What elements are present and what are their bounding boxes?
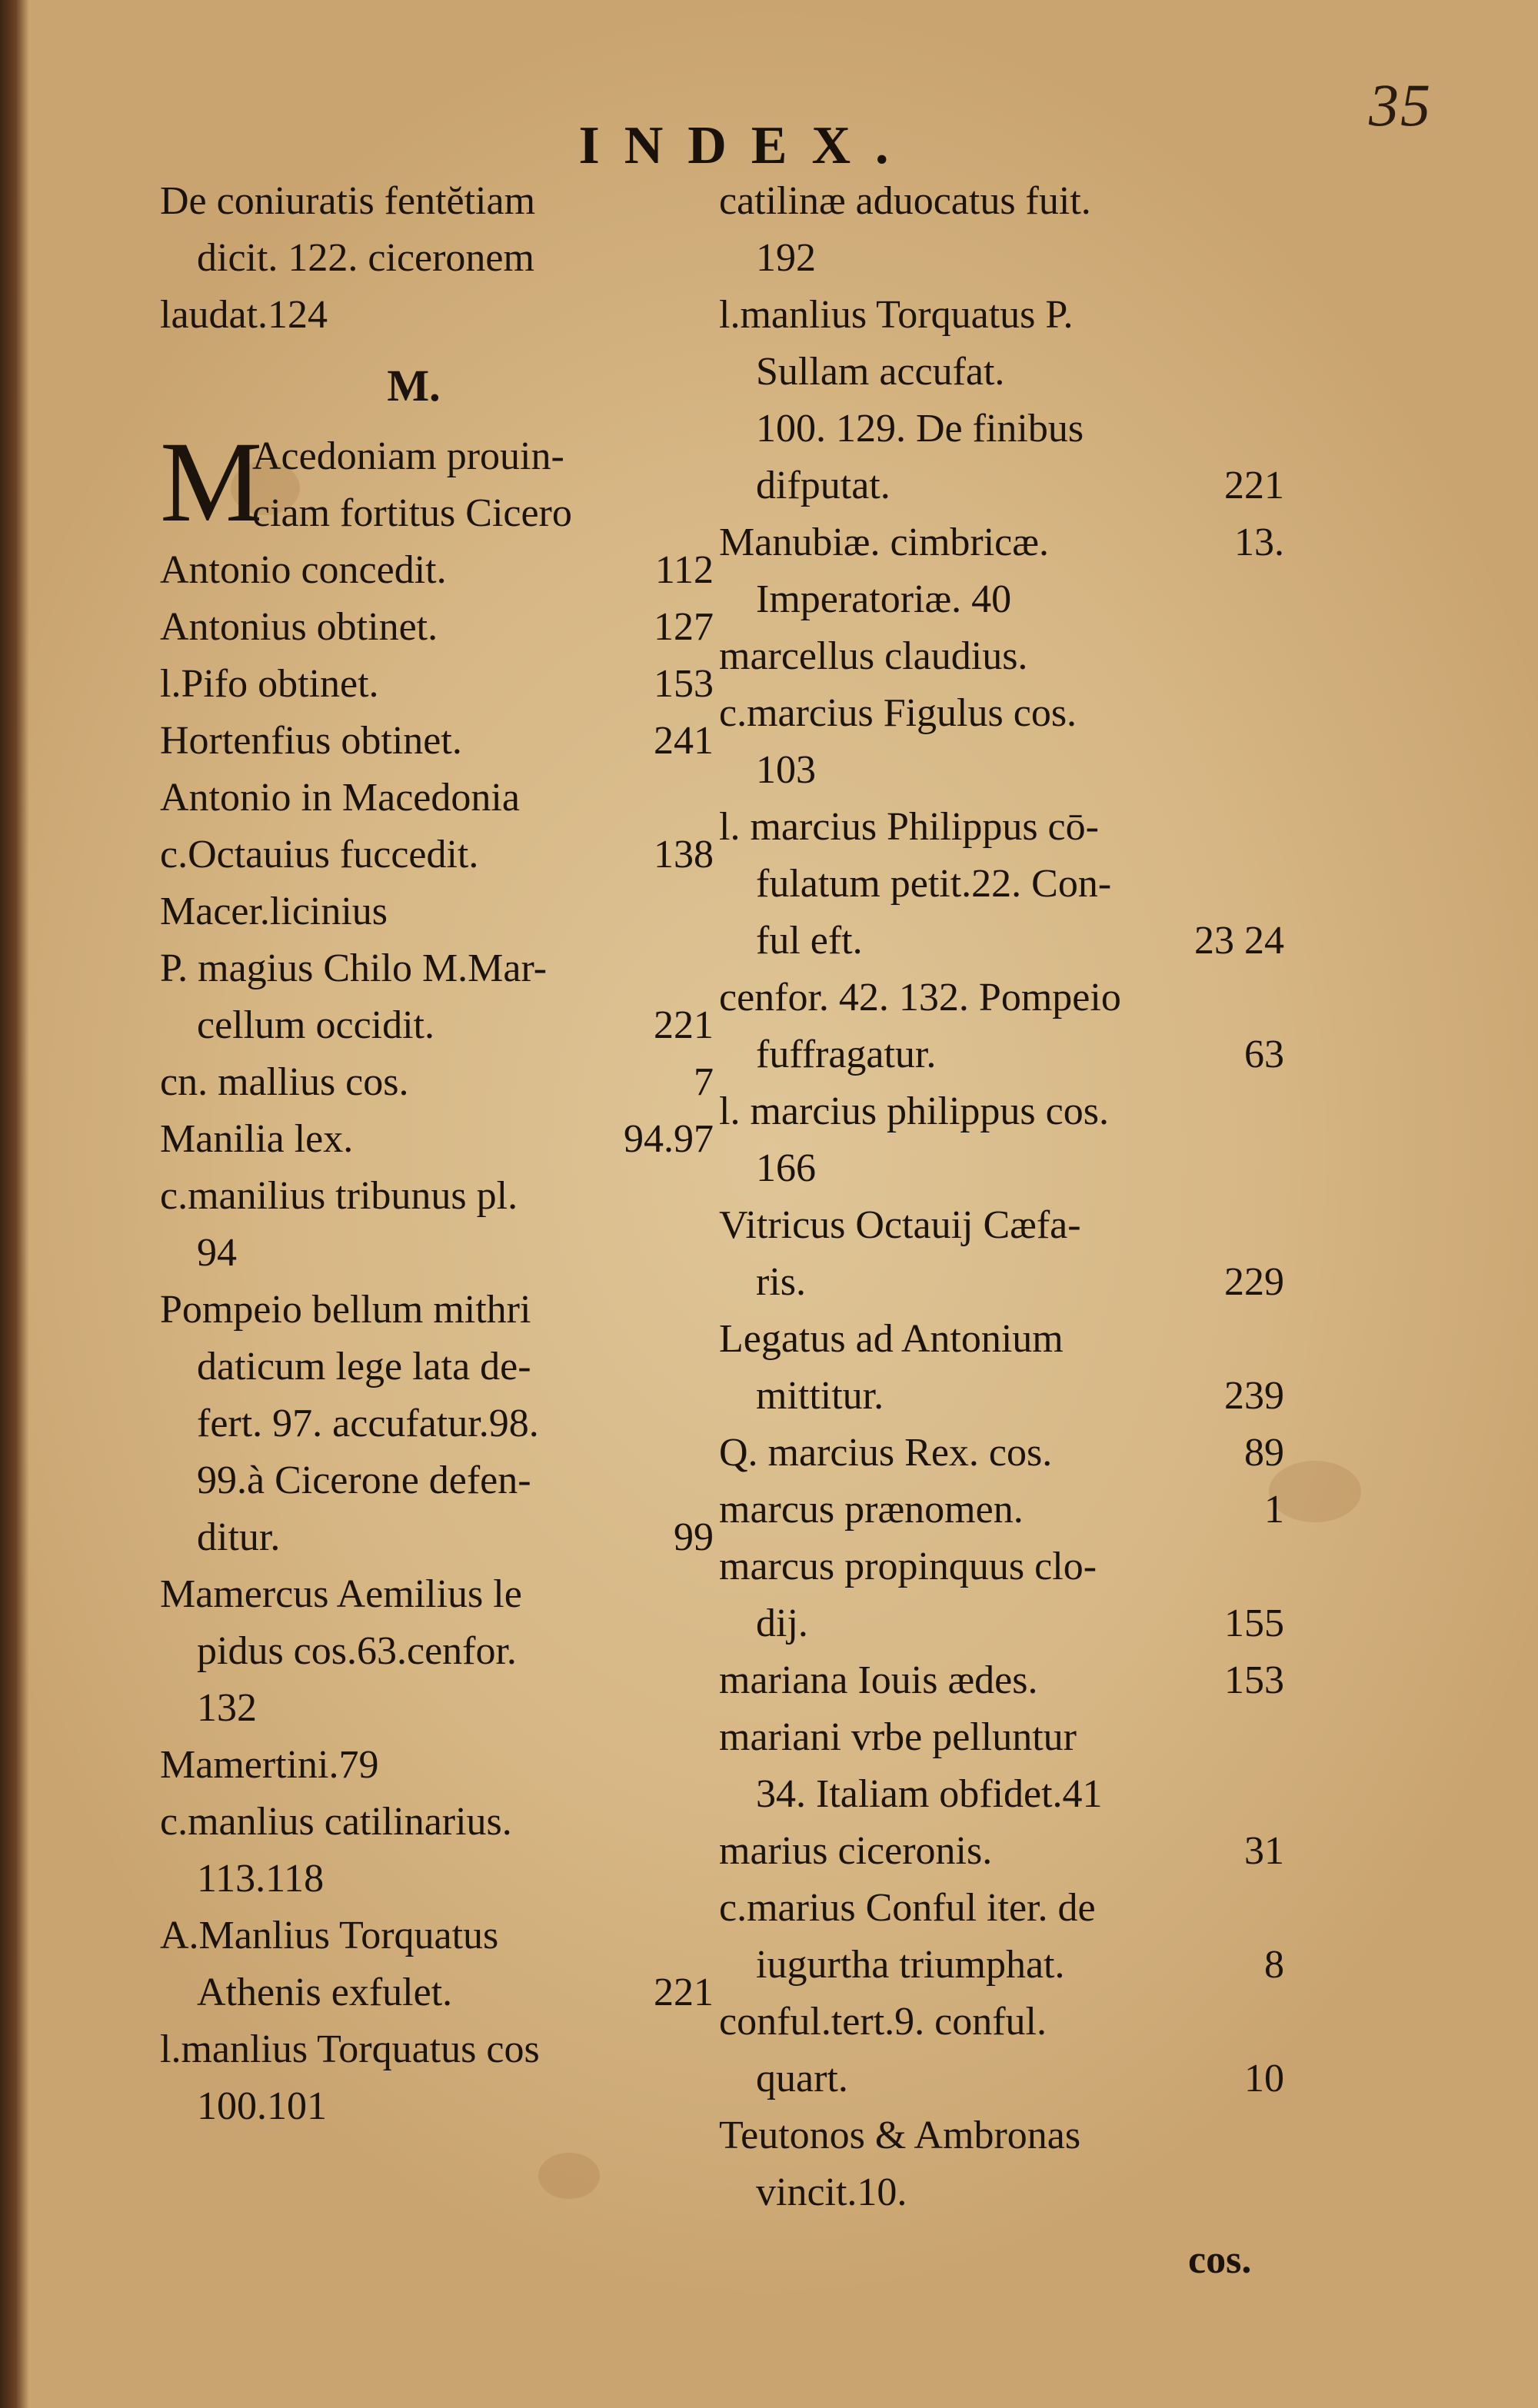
index-entry <box>719 2050 1284 2107</box>
entry-text: 113.118 <box>197 1857 325 1901</box>
entry-text: iugurtha triumphat. <box>756 1943 1065 1987</box>
index-entry <box>160 287 714 344</box>
index-entry <box>719 799 1284 856</box>
drop-cap-entry <box>160 418 714 546</box>
index-entry <box>160 1964 714 2021</box>
entry-page-number: 13. <box>1234 521 1284 564</box>
entry-page-number: 153 <box>654 662 714 706</box>
entry-text: Q. marcius Rex. cos. <box>719 1431 1053 1475</box>
entry-text: l. marcius philippus cos. <box>719 1089 1109 1133</box>
entry-text: Sullam accufat. <box>756 350 1005 394</box>
entry-page-number: 7 <box>694 1060 714 1104</box>
left-entries <box>160 542 714 2135</box>
index-entry <box>160 1907 714 1964</box>
left-top-entries <box>160 173 714 344</box>
entry-text: l. marcius Philippus cō- <box>719 805 1099 849</box>
entry-text: l.manlius Torquatus cos <box>160 2027 540 2071</box>
index-entry <box>160 1566 714 1623</box>
entry-text: c.marcius Figulus cos. <box>719 691 1077 735</box>
index-entry <box>719 173 1284 230</box>
index-entry <box>160 230 714 287</box>
entry-page-number: 23 24 <box>1194 919 1284 963</box>
entry-text: Antonius obtinet. <box>160 605 438 649</box>
entry-text: fulatum petit.22. Con- <box>756 862 1112 906</box>
index-entry <box>160 1168 714 1225</box>
index-entry <box>719 230 1284 287</box>
entry-page-number: 241 <box>654 719 714 763</box>
entry-text: Teutonos & Ambronas <box>719 2114 1081 2157</box>
entry-page-number: 8 <box>1264 1943 1284 1987</box>
index-entry <box>160 883 714 940</box>
entry-text: marcellus claudius. <box>719 634 1028 678</box>
index-entry <box>160 173 714 230</box>
entry-text: 100.101 <box>197 2084 327 2128</box>
index-entry <box>719 913 1284 970</box>
index-entry <box>719 1254 1284 1311</box>
index-entry <box>719 742 1284 799</box>
index-entry <box>719 571 1284 628</box>
entry-text: De coniuratis fentĕtiam <box>160 179 536 223</box>
entry-page-number: 63 <box>1244 1033 1284 1076</box>
index-entry <box>719 1368 1284 1425</box>
entry-page-number: 153 <box>1224 1658 1284 1702</box>
entry-text: Athenis exfulet. <box>197 1971 453 2014</box>
entry-text: ful eft. <box>756 919 863 963</box>
index-entry <box>160 542 714 599</box>
index-entry <box>160 1111 714 1168</box>
entry-text: c.marius Conful iter. de <box>719 1886 1096 1930</box>
index-entry <box>719 287 1284 344</box>
entry-text: difputat. <box>756 464 891 507</box>
index-entry <box>719 1197 1284 1254</box>
entry-text: c.manlius catilinarius. <box>160 1800 512 1844</box>
entry-text: Antonio in Macedonia <box>160 776 520 820</box>
index-entry <box>160 1794 714 1851</box>
index-entry <box>160 1680 714 1737</box>
index-entry <box>719 1026 1284 1083</box>
entry-text: quart. <box>756 2057 848 2100</box>
entry-page-number: 1 <box>1264 1488 1284 1532</box>
entry-page-number: 221 <box>1224 464 1284 507</box>
index-entry <box>719 1880 1284 1937</box>
foxing-spot <box>538 2153 600 2199</box>
entry-text: 99.à Cicerone defen- <box>197 1458 531 1502</box>
entry-page-number: 138 <box>654 833 714 876</box>
entry-text: ris. <box>756 1260 806 1304</box>
drop-line: ciam fortitus Cicero <box>252 491 572 535</box>
entry-page-number: 229 <box>1224 1260 1284 1304</box>
folio-number: 35 <box>1369 72 1432 138</box>
entry-text: Vitricus Octauij Cæfa- <box>719 1203 1081 1247</box>
index-entry <box>160 2021 714 2078</box>
book-spine-shadow <box>0 0 29 2408</box>
index-entry <box>719 1766 1284 1823</box>
entry-text: 132 <box>197 1686 257 1730</box>
index-entry <box>160 2078 714 2135</box>
index-entry <box>160 1509 714 1566</box>
entry-page-number: 221 <box>654 1003 714 1047</box>
entry-page-number: 155 <box>1224 1601 1284 1645</box>
index-entry <box>719 1937 1284 1994</box>
index-entry <box>160 997 714 1054</box>
entry-text: 192 <box>756 236 816 280</box>
index-entry <box>719 970 1284 1026</box>
entry-page-number: 94.97 <box>624 1117 714 1161</box>
index-entry <box>160 1282 714 1339</box>
entry-text: Antonio concedit. <box>160 548 447 592</box>
index-entry <box>719 401 1284 457</box>
index-entry <box>719 856 1284 913</box>
index-entry <box>160 940 714 997</box>
entry-text: catilinæ aduocatus fuit. <box>719 179 1091 223</box>
entry-text: A.Manlius Torquatus <box>160 1914 499 1957</box>
page-header: INDEX. <box>578 116 914 175</box>
entry-text: Pompeio bellum mithri <box>160 1288 531 1332</box>
entry-page-number: 99 <box>674 1515 714 1559</box>
index-entry <box>719 1994 1284 2050</box>
right-column <box>719 173 1284 2221</box>
entry-text: cn. mallius cos. <box>160 1060 409 1104</box>
entry-text: Mamertini.79 <box>160 1743 379 1787</box>
index-entry <box>160 656 714 713</box>
entry-text: laudat.124 <box>160 293 328 337</box>
entry-text: Hortenfius obtinet. <box>160 719 462 763</box>
index-entry <box>719 1709 1284 1766</box>
entry-text: cellum occidit. <box>197 1003 435 1047</box>
entry-text: Manubiæ. cimbricæ. <box>719 521 1049 564</box>
entry-text: marcus propinquus clo- <box>719 1545 1097 1588</box>
index-entry <box>719 2164 1284 2221</box>
entry-text: c.manilius tribunus pl. <box>160 1174 518 1218</box>
index-entry <box>719 1652 1284 1709</box>
entry-text: 103 <box>756 748 816 792</box>
entry-text: l.Pifo obtinet. <box>160 662 379 706</box>
entry-text: Mamercus Aemilius le <box>160 1572 522 1616</box>
entry-text: fert. 97. accufatur.98. <box>197 1402 539 1445</box>
entry-text: 34. Italiam obfidet.41 <box>756 1772 1103 1816</box>
section-letter: M. <box>387 361 441 411</box>
entry-page-number: 221 <box>654 1971 714 2014</box>
entry-text: c.Octauius fuccedit. <box>160 833 479 876</box>
entry-text: 166 <box>756 1146 816 1190</box>
index-entry <box>719 685 1284 742</box>
entry-text: marcus prænomen. <box>719 1488 1024 1532</box>
entry-page-number: 31 <box>1244 1829 1284 1873</box>
index-entry <box>160 770 714 827</box>
index-entry <box>719 1083 1284 1140</box>
entry-text: ditur. <box>197 1515 281 1559</box>
entry-text: daticum lege lata de- <box>197 1345 531 1389</box>
entry-text: mariani vrbe pelluntur <box>719 1715 1077 1759</box>
entry-text: dij. <box>756 1601 808 1645</box>
entry-text: pidus cos.63.cenfor. <box>197 1629 517 1673</box>
index-entry <box>160 1339 714 1395</box>
drop-line: Acedoniam prouin- <box>252 434 564 478</box>
entry-text: Macer.licinius <box>160 890 388 933</box>
entry-text: Imperatoriæ. 40 <box>756 577 1012 621</box>
entry-text: l.manlius Torquatus P. <box>719 293 1074 337</box>
entry-text: conful.tert.9. conful. <box>719 2000 1047 2044</box>
index-entry <box>160 1737 714 1794</box>
entry-text: fuffragatur. <box>756 1033 937 1076</box>
index-entry <box>719 1140 1284 1197</box>
entry-text: 94 <box>197 1231 237 1275</box>
right-entries <box>719 173 1284 2221</box>
index-entry <box>719 514 1284 571</box>
index-entry <box>160 1623 714 1680</box>
entry-page-number: 112 <box>654 548 714 592</box>
entry-text: mariana Iouis ædes. <box>719 1658 1038 1702</box>
index-entry <box>160 1225 714 1282</box>
index-entry <box>719 1425 1284 1482</box>
left-column <box>160 173 714 2135</box>
index-entry <box>160 713 714 770</box>
entry-text: marius ciceronis. <box>719 1829 993 1873</box>
index-entry <box>719 628 1284 685</box>
entry-text: dicit. 122. ciceronem <box>197 236 534 280</box>
index-entry <box>719 344 1284 401</box>
index-entry <box>719 457 1284 514</box>
index-entry <box>160 827 714 883</box>
entry-text: cenfor. 42. 132. Pompeio <box>719 976 1121 1019</box>
entry-text: mittitur. <box>756 1374 884 1418</box>
entry-text: 100. 129. De finibus <box>756 407 1084 451</box>
index-entry <box>719 1538 1284 1595</box>
index-entry <box>160 1452 714 1509</box>
index-entry <box>719 1823 1284 1880</box>
entry-page-number: 127 <box>654 605 714 649</box>
entry-page-number: 10 <box>1244 2057 1284 2100</box>
catchword: cos. <box>1188 2238 1252 2282</box>
index-entry <box>160 1851 714 1907</box>
entry-text: Legatus ad Antonium <box>719 1317 1064 1361</box>
index-entry <box>160 1395 714 1452</box>
index-entry <box>719 1482 1284 1538</box>
entry-text: vincit.10. <box>756 2170 907 2214</box>
entry-page-number: 239 <box>1224 1374 1284 1418</box>
index-entry <box>719 1311 1284 1368</box>
drop-cap: M <box>160 418 263 546</box>
entry-text: Manilia lex. <box>160 1117 354 1161</box>
index-entry <box>160 599 714 656</box>
entry-text: P. magius Chilo M.Mar- <box>160 946 548 990</box>
entry-page-number: 89 <box>1244 1431 1284 1475</box>
index-entry <box>160 1054 714 1111</box>
drop-cap-lines <box>252 428 714 542</box>
index-entry <box>719 2107 1284 2164</box>
index-entry <box>719 1595 1284 1652</box>
